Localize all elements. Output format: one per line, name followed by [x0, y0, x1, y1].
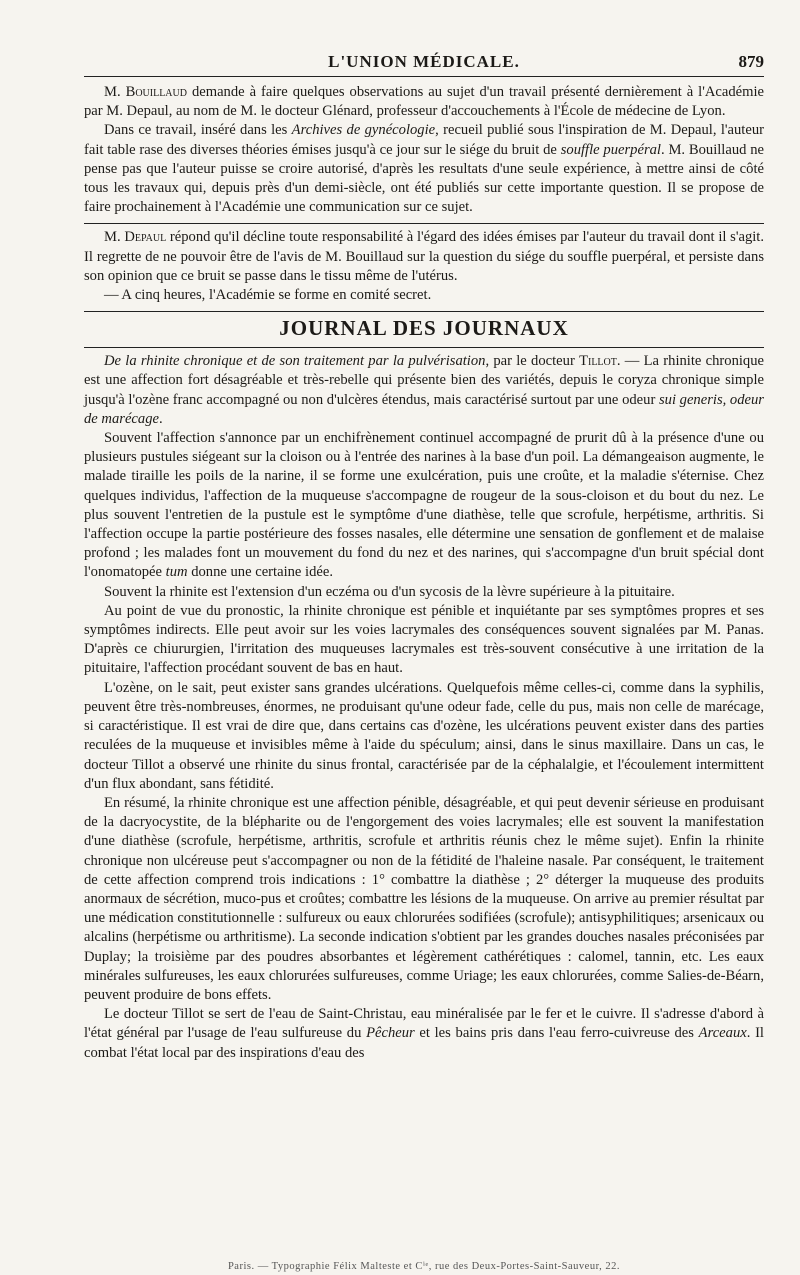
- paragraph-depaul: M. Depaul répond qu'il décline toute responsabilité à l'égard des idées émises par l'auteur du travail dont il s'agit. Il regrette de ne pouvoir être de l'avis de M. Bouillaud sur la question du siége du souffle puerpéral, et persiste dans son opinion que ce bruit se passe dans le tissu même de l'utérus.: [84, 229, 764, 284]
- journal-section: [84, 352, 764, 1063]
- paragraph-bouillaud: M. Bouillaud demande à faire quelques observations au sujet d'un travail présenté dernièrement à l'Académie par M. Depaul, au nom de M. le docteur Glénard, professeur d'accouchements à l'École de médecine de Lyon.: [84, 84, 765, 120]
- section-heading: JOURNAL DES JOURNAUX: [279, 316, 569, 341]
- printer-imprint: Paris. — Typographie Félix Malteste et Cⁱᵉ, rue des Deux-Portes-Saint-Sauveur, 22.: [227, 1261, 621, 1272]
- paragraph-resume: En résumé, la rhinite chronique est une affection pénible, désagréable, et qui peut devenir sérieuse en produisant de la dacryocystite, de la blépharite ou de l'engorgement des voies lacrymales; elle est souvent la manifestation d'une diathèse (scrofule, herpétisme, arthritis, scrofule et arthritis réunis chez le même sujet). Enfin la rhinite chronique non ulcéreuse peut s'accompagner ou non de la fétidité de l'haleine nasale. Par conséquent, le traitement de cette affection comprend trois indications : 1° combattre la diathèse ; 2° déterger la muqueuse des produits anormaux de sécrétion, muco-pus et croûtes; combattre les lésions de la muqueuse. On arrive au premier résultat par une médication constitutionnelle : sulfureux ou eaux chlorurées sodifiées (scrofule); antisyphilitiques; arsenicaux ou alcalins (herpétisme ou arthritisme). La seconde indication s'obtient par les grandes douches nasales préconisées par Duplay; la troisième par des poudres absorbantes et légèrement cathérétiques : calomel, tannin, etc. Les eaux minérales sulfureuses, les eaux chlorurées sulfureuses, comme Uriage; les eaux chlorurées, comme Salies-de-Béarn, peuvent produire de bons effets.: [84, 794, 764, 1003]
- journal-name: Archives de gynécologie: [291, 122, 436, 139]
- author-name: Tillot: [579, 353, 617, 370]
- speaker-name: M. Depaul: [104, 229, 167, 246]
- term-italic: souffle puerpéral: [560, 141, 661, 158]
- paragraph-extension: Souvent la rhinite est l'extension d'un eczéma ou d'un sycosis de la lèvre supérieure à la pituitaire.: [104, 583, 675, 600]
- article-title: De la rhinite chronique et de son traitement par la pulvérisation: [104, 353, 486, 370]
- paragraph-ozene: L'ozène, on le sait, peut exister sans grandes ulcérations. Quelquefois même celles-ci, comme dans la syphilis, peuvent être très-nombreuses, énormes, ne produisant qu'une odeur fade, celle du pus, mais non celle de marécage, si caractéristique. Il est vrai de dire que, dans certains cas d'ozène, les ulcérations peuvent exister dans des parties reculées de la muqueuse et invisibles même à l'aide du spéculum; ainsi, dans le sinus maxillaire. Dans un cas, le docteur Tillot a observé une rhinite du sinus frontal, caractérisée par de la céphalalgie, et l'écoulement intermittent d'un flux abondant, sans fétidité.: [84, 679, 764, 792]
- paragraph-symptomes: Souvent l'affection s'annonce par un enchifrènement continuel accompagné de prurit dû à la présence d'une ou plusieurs pustules siégeant sur la cloison ou à l'entrée des narines à la base d'un poil. La démangeaison augmente, le malade tiraille les poils de la narine, il se forme une exulcération, puis une croûte, et la maladie s'éternise. Chez quelques individus, l'affection de la muqueuse s'accompagne de rougeur de la sous-cloison et du bout du nez. Le plus souvent l'entretien de la pustule est le symptôme d'une diathèse, telle que scrofule, herpétisme, arthritis. Si l'affection occupe la partie postérieure des fosses nasales, elle détermine une sensation de gonflement et de malaise profond ; les malades font un mouvement du fond du nez et des narines, qui s'accompagne d'un bruit spécial dont l'onomatopée tum donne une certaine idée.: [84, 430, 764, 581]
- paragraph-comite: — A cinq heures, l'Académie se forme en comité secret.: [104, 287, 432, 304]
- source-arceaux: Arceaux: [698, 1025, 747, 1042]
- paragraph-article-intro: De la rhinite chronique et de son traitement par la pulvérisation, par le docteur Tillot. — La rhinite chronique est une affection fort désagréable et très-rebelle qui présente bien des variétés, depuis le coryza chronique simple jusqu'à l'ozène franc accompagné ou non d'ulcères étendus, mais caractérisé surtout par une odeur sui generis, odeur de marécage.: [84, 353, 764, 427]
- heading-divider-bottom: [84, 347, 764, 348]
- section-divider: [84, 223, 764, 224]
- academie-section: [84, 83, 764, 217]
- page-number: 879: [738, 52, 764, 71]
- running-header: [84, 48, 764, 77]
- journal-title: L'UNION MÉDICALE.: [328, 52, 520, 71]
- document-page: [84, 48, 765, 1272]
- heading-divider: [84, 311, 764, 312]
- odeur-italic: sui generis, odeur de marécage: [84, 391, 764, 427]
- paragraph-travail: Dans ce travail, inséré dans les Archives de gynécologie, recueil publié sous l'inspiration de M. Depaul, l'auteur fait table rase des diverses théories émises jusqu'à ce jour sur le siége du bruit de souffle puerpéral. M. Bouillaud ne pense pas que l'auteur puisse se croire autorisé, d'après les resultats d'une seule expérience, à mettre ainsi de côté tous les travaux qui, depuis près d'un demi-siècle, ont été publiés sur cette importante question. Il se propose de faire prochainement à l'Académie une communication sur ce sujet.: [84, 122, 764, 216]
- source-pecheur: Pêcheur: [366, 1025, 415, 1042]
- depaul-section: [84, 228, 764, 305]
- paragraph-saint-christau: Le docteur Tillot se sert de l'eau de Saint-Christau, eau minéralisée par le fer et le cuivre. Il s'adresse d'abord à l'état général par l'usage de l'eau sulfureuse du Pêcheur et les bains pris dans l'eau ferro-cuivreuse des Arceaux. Il combat l'état local par des inspirations d'eau des: [84, 1006, 764, 1061]
- paragraph-pronostic: Au point de vue du pronostic, la rhinite chronique est pénible et inquiétante par ses symptômes propres et ses symptômes indirects. Elle peut avoir sur les voies lacrymales des conséquences souvent signalées par M. Panas. D'après ce chiururgien, l'irritation des muqueuses lacrymales est très-souvent consécutive à une irritation de la pituitaire, l'affection procédant souvent de bas en haut.: [84, 602, 764, 677]
- speaker-name: M. Bouillaud: [104, 84, 187, 100]
- onomatopee: tum: [165, 564, 188, 581]
